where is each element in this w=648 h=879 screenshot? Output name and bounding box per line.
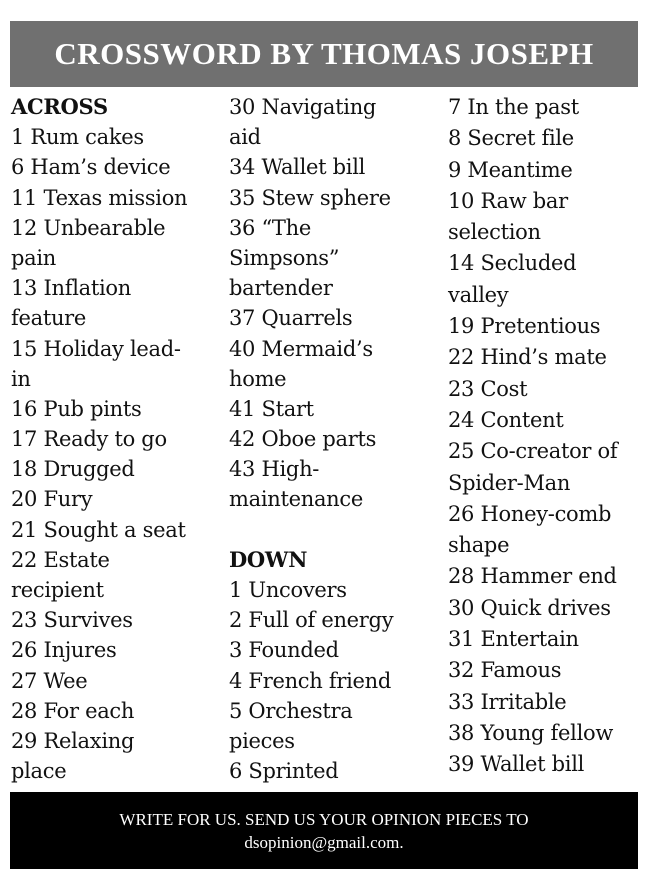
clue-line: 1 Uncovers — [229, 578, 347, 602]
section-gap — [229, 515, 444, 545]
clue-line: 12 Unbearable — [11, 215, 166, 240]
footer-line-1: WRITE FOR US. SEND US YOUR OPINION PIECES TO — [119, 809, 529, 829]
clue-line: 1 Rum cakes — [11, 125, 144, 150]
clue-line: 37 Quarrels — [229, 306, 353, 331]
clue-line: 15 Holiday lead- — [11, 336, 181, 361]
clue-line: 35 Stew sphere — [229, 185, 391, 210]
clue-line: 38 Young fellow — [448, 720, 613, 745]
clue-line: maintenance — [229, 487, 363, 512]
footer-banner — [10, 792, 638, 869]
clue-line: 26 Injures — [11, 638, 117, 663]
clue-line: 7 In the past — [448, 95, 579, 119]
clue-line: 42 Oboe parts — [229, 427, 377, 452]
section-heading: DOWN — [229, 546, 308, 572]
clue-line: pieces — [229, 728, 295, 753]
clue-line: 20 Fury — [11, 487, 93, 512]
clue-line: 40 Mermaid’s — [229, 336, 373, 361]
clue-column-2 — [229, 92, 444, 786]
clue-line: 13 Inflation — [11, 276, 131, 301]
section-heading: ACROSS — [11, 94, 108, 119]
clue-line: 5 Orchestra — [229, 698, 353, 723]
clue-line: 24 Content — [448, 407, 564, 432]
clue-line: 32 Famous — [448, 658, 562, 683]
clue-line: 43 High- — [229, 457, 320, 482]
clue-line: 29 Relaxing — [11, 728, 135, 753]
clue-line: recipient — [11, 578, 104, 602]
clue-line: 6 Ham’s device — [11, 155, 171, 180]
clue-line: 9 Meantime — [448, 157, 573, 182]
clue-line: 18 Drugged — [11, 457, 135, 482]
clue-line: pain — [11, 245, 57, 270]
clue-line: valley — [448, 282, 509, 307]
clue-line: feature — [11, 306, 87, 331]
crossword-title: CROSSWORD BY THOMAS JOSEPH — [10, 21, 638, 87]
clue-line: 21 Sought a seat — [11, 517, 186, 542]
clue-line: selection — [448, 220, 541, 245]
clue-line: 23 Cost — [448, 376, 528, 401]
clue-line: 26 Honey-comb — [448, 501, 612, 526]
clue-line: 28 For each — [11, 698, 135, 723]
clue-line: 6 Sprinted — [229, 759, 339, 784]
clue-line: 30 Quick drives — [448, 595, 611, 620]
clue-line: 34 Wallet bill — [229, 155, 366, 180]
clue-line: place — [11, 759, 67, 784]
clue-line: 36 “The — [229, 215, 311, 240]
clue-line: 27 Wee — [11, 668, 88, 693]
clue-line: 2 Full of energy — [229, 608, 394, 633]
clue-line: 28 Hammer end — [448, 564, 617, 589]
clue-line: shape — [448, 533, 510, 558]
footer-email: dsopinion@gmail.com. — [244, 832, 404, 852]
clue-line: 23 Survives — [11, 608, 133, 633]
clue-line: bartender — [229, 276, 333, 301]
clue-line: 11 Texas mission — [11, 185, 188, 210]
clue-line: 19 Pretentious — [448, 314, 601, 339]
clue-line: Simpsons” — [229, 245, 340, 270]
clue-line: 17 Ready to go — [11, 427, 167, 452]
clue-line: 8 Secret file — [448, 126, 574, 151]
clue-line: 16 Pub pints — [11, 396, 142, 421]
clue-line: 22 Estate — [11, 547, 110, 572]
clue-line: 22 Hind’s mate — [448, 345, 607, 370]
clue-line: 25 Co-creator of — [448, 439, 618, 464]
clue-line: 3 Founded — [229, 638, 339, 663]
clue-line: 14 Secluded — [448, 251, 577, 276]
clue-line: 4 French friend — [229, 668, 391, 693]
clue-line: 30 Navigating — [229, 95, 377, 119]
clue-line: 41 Start — [229, 396, 314, 421]
clue-line: 10 Raw bar — [448, 188, 568, 213]
clue-line: in — [11, 366, 31, 391]
clue-column-1 — [11, 92, 226, 786]
clue-line: Spider-Man — [448, 470, 571, 495]
clue-line: 31 Entertain — [448, 627, 579, 652]
clue-line: 33 Irritable — [448, 689, 567, 714]
clue-line: 39 Wallet bill — [448, 752, 585, 777]
clue-column-3 — [448, 92, 643, 781]
clue-line: home — [229, 366, 287, 391]
clue-line: aid — [229, 125, 261, 150]
